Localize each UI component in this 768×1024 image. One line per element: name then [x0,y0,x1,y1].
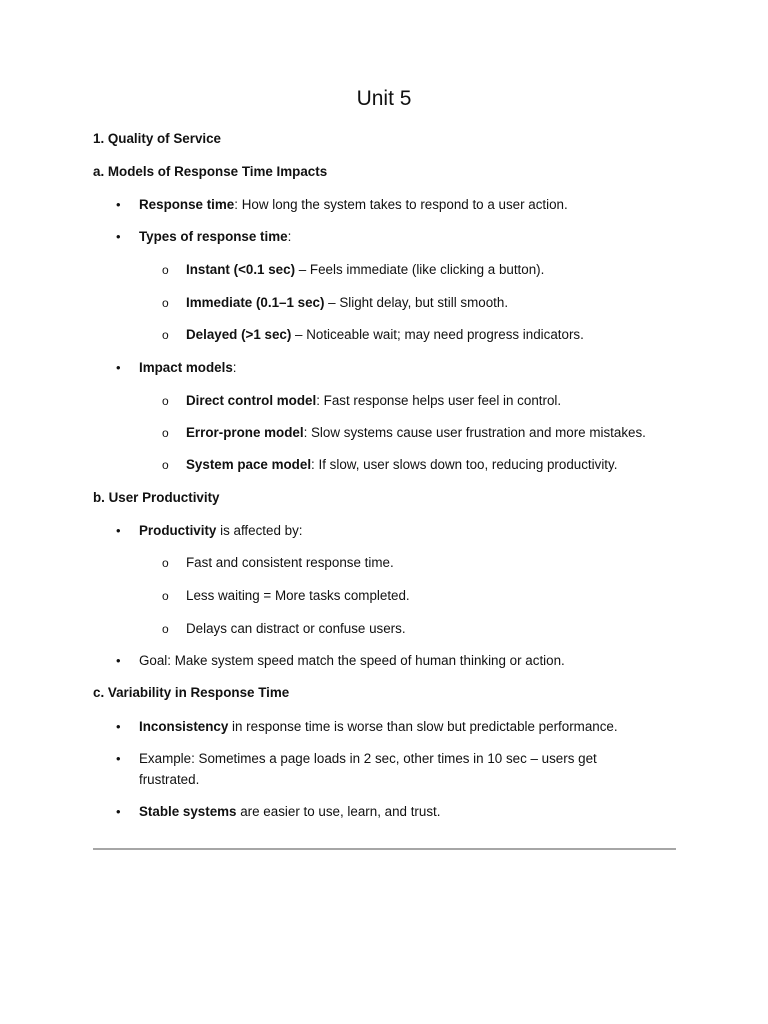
list-item-goal: Goal: Make system speed match the speed of human thinking or action. [139,653,565,668]
bullet-solid: • [116,523,121,538]
list-item-inconsistency [139,717,618,737]
list-item-error-prone [186,423,646,443]
term: System pace model [186,457,312,472]
list-item-less-waiting: Less waiting = More tasks completed. [186,588,410,603]
list-item-impact-models [139,358,237,378]
term: Productivity [139,523,217,538]
list-item-example-line-1: Example: Sometimes a page loads in 2 sec, other times in 10 sec – users get [139,751,597,766]
text: – Noticeable wait; may need progress indicators. [291,327,584,342]
heading-section-a: a. Models of Response Time Impacts [93,164,328,179]
bullet-solid: • [116,229,121,244]
term: Error-prone model [186,425,304,440]
heading-quality-of-service: 1. Quality of Service [93,131,222,146]
bullet-hollow: o [162,622,169,636]
bullet-hollow: o [162,328,169,342]
text: : Fast response helps user feel in control. [316,393,562,408]
list-item-stable-systems [139,802,440,822]
bullet-hollow: o [162,394,169,408]
list-item-delays: Delays can distract or confuse users. [186,621,406,636]
text: : If slow, user slows down too, reducing productivity. [311,457,618,472]
bullet-solid: • [116,653,121,668]
bullet-hollow: o [162,556,169,570]
bullet-solid: • [116,751,121,766]
bullet-solid: • [116,360,121,375]
bullet-hollow: o [162,426,169,440]
term: Direct control model [186,393,317,408]
bullet-hollow: o [162,458,169,472]
term: Stable systems [139,804,237,819]
list-item-delayed [186,325,584,345]
page-title: Unit 5 [356,87,412,110]
text: : [232,360,237,375]
list-item-instant [186,260,544,280]
text: are easier to use, learn, and trust. [236,804,441,819]
bullet-hollow: o [162,296,169,310]
list-item-productivity [139,521,303,541]
list-item-response-time [139,195,568,215]
text: : How long the system takes to respond to a user action. [234,197,568,212]
text: : Slow systems cause user frustration and more mistakes. [303,425,646,440]
term: Delayed (>1 sec) [186,327,292,342]
heading-section-b: b. User Productivity [93,490,220,505]
text: is affected by: [216,523,303,538]
horizontal-rule [93,848,676,850]
term: Response time [139,197,235,212]
bullet-solid: • [116,804,121,819]
term: Impact models [139,360,233,375]
term: Immediate (0.1–1 sec) [186,295,325,310]
list-item-types-of-response-time [139,227,291,247]
bullet-hollow: o [162,263,169,277]
bullet-solid: • [116,197,121,212]
bullet-solid: • [116,719,121,734]
list-item-example-line-2: frustrated. [139,772,200,787]
text: in response time is worse than slow but predictable performance. [228,719,618,734]
heading-section-c: c. Variability in Response Time [93,685,290,700]
bullet-hollow: o [162,589,169,603]
list-item-fast-consistent: Fast and consistent response time. [186,555,394,570]
term: Instant (<0.1 sec) [186,262,296,277]
list-item-system-pace [186,455,617,475]
list-item-direct-control [186,391,561,411]
text: – Slight delay, but still smooth. [324,295,509,310]
text: – Feels immediate (like clicking a button). [295,262,545,277]
list-item-immediate [186,293,508,313]
text: : [287,229,292,244]
term: Inconsistency [139,719,229,734]
term: Types of response time [139,229,288,244]
